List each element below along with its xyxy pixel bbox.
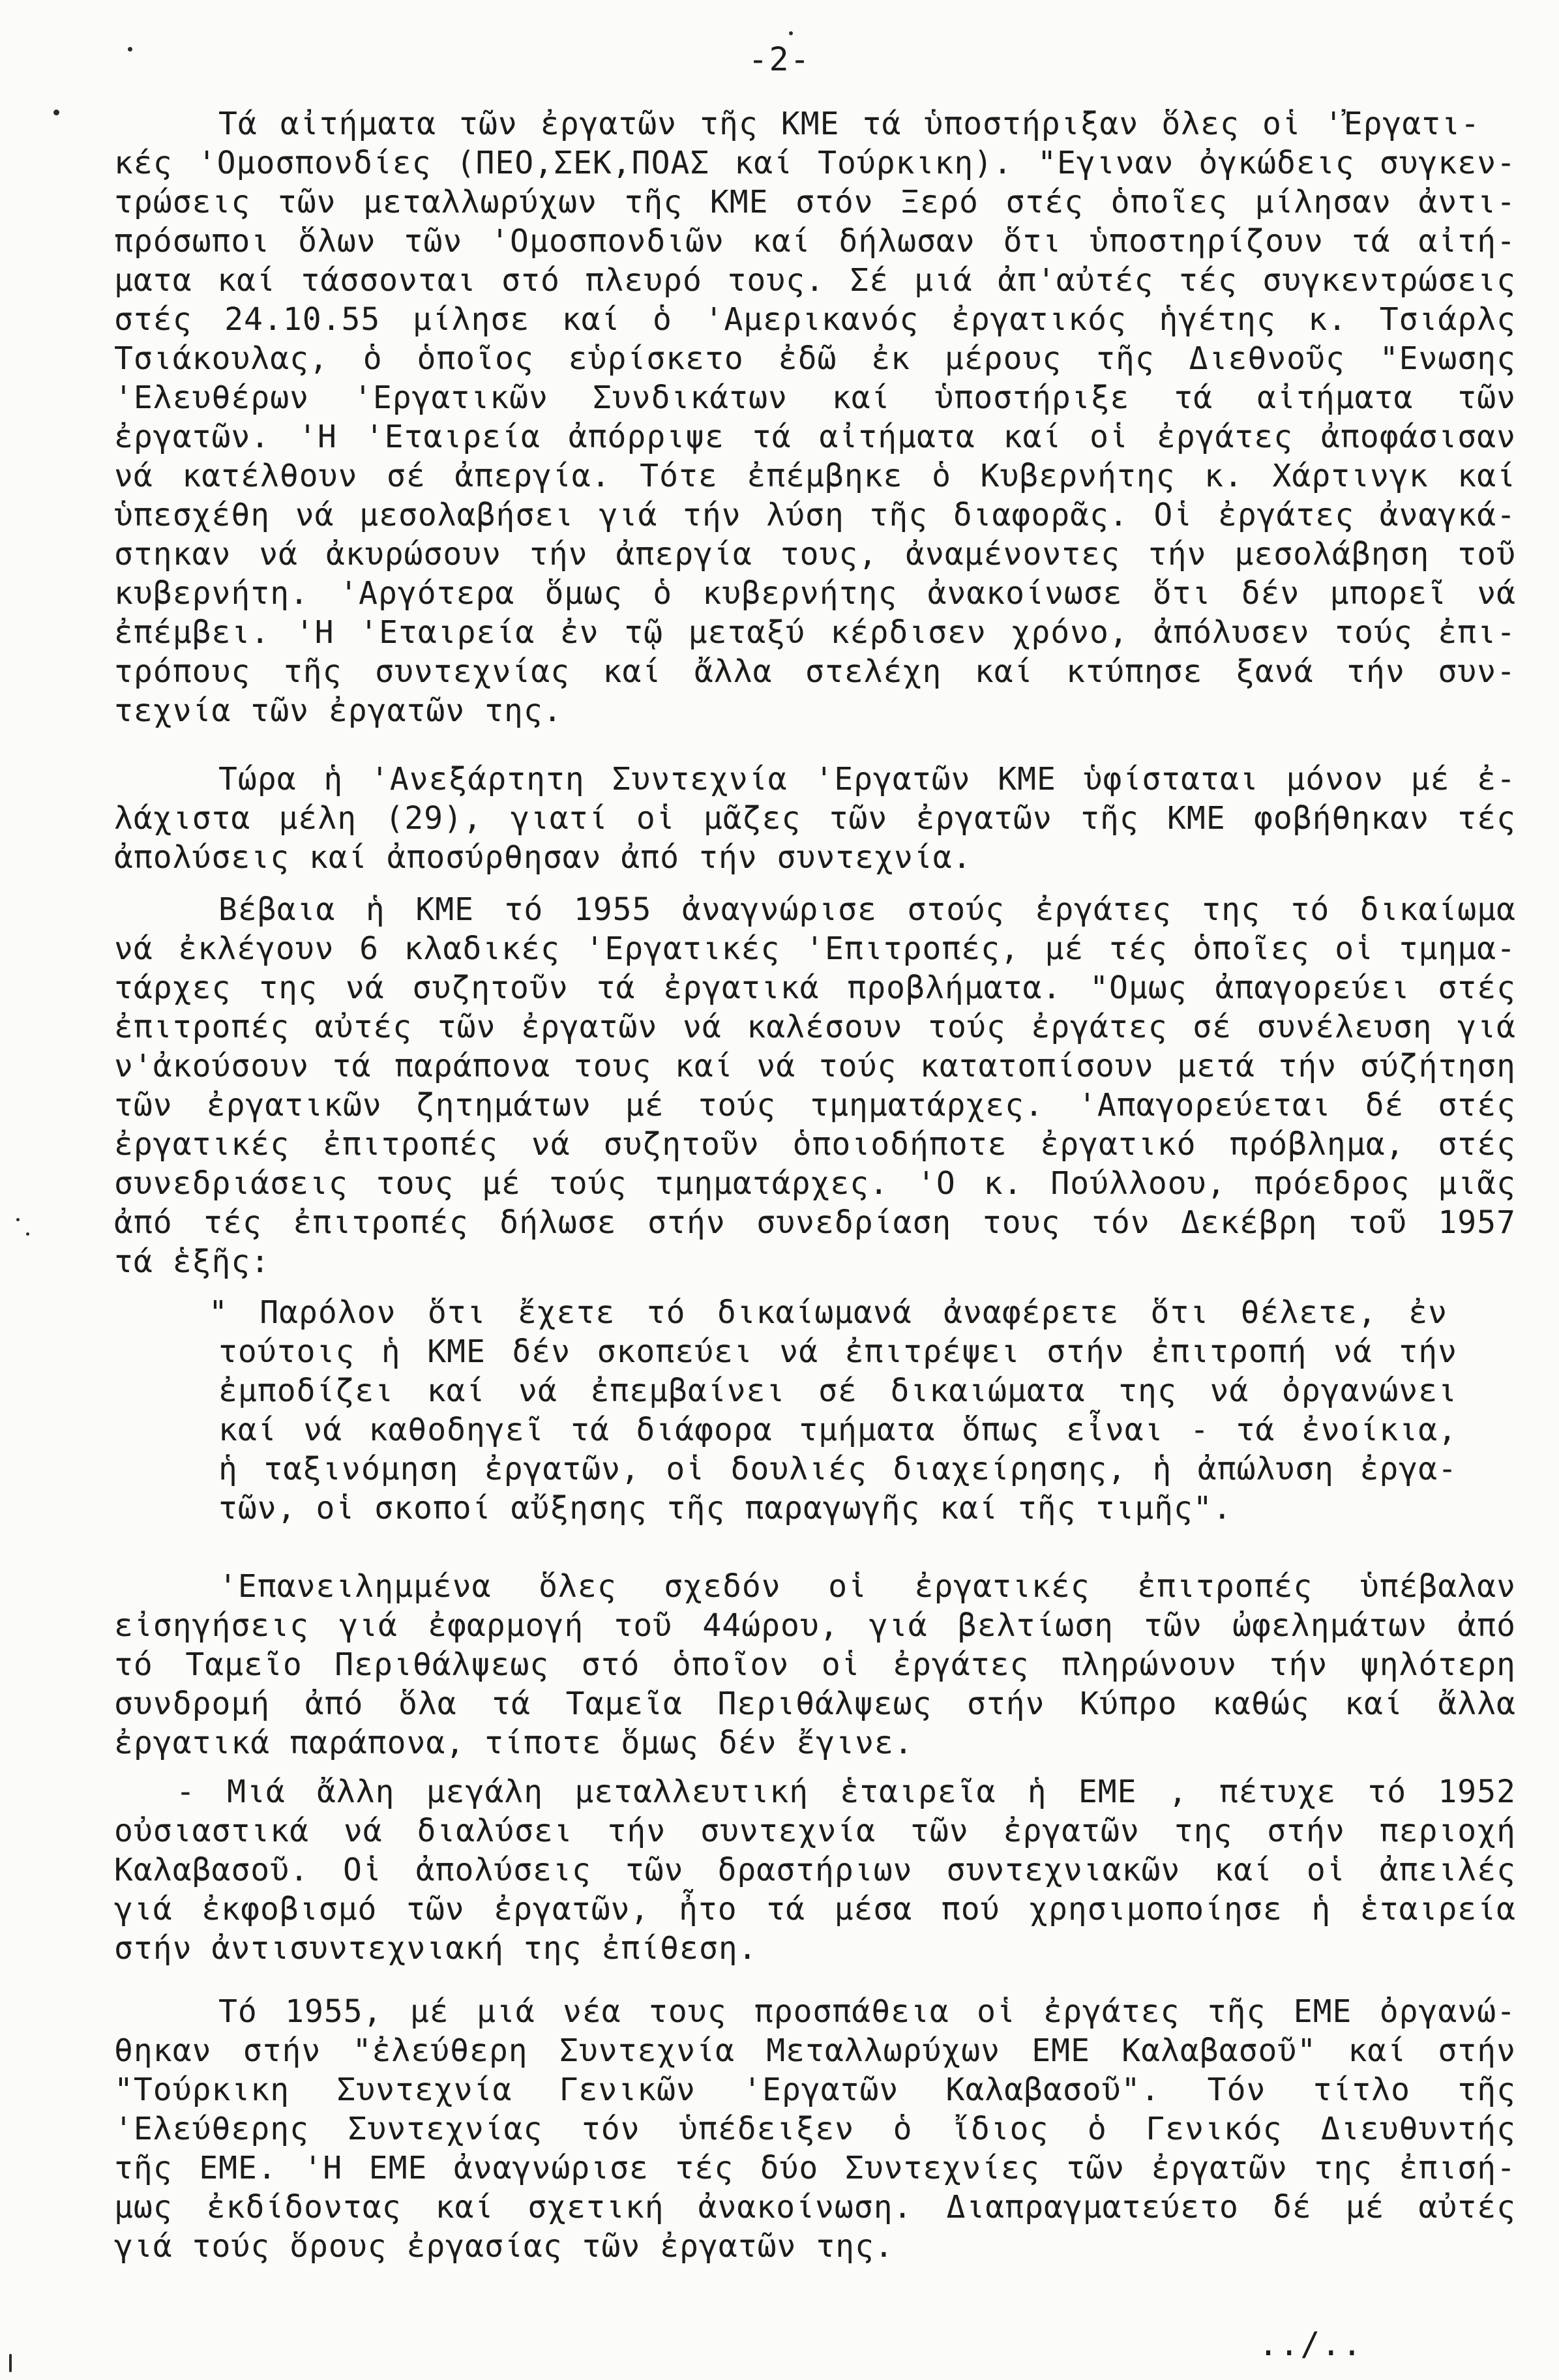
paragraph-line: Τσιάκουλας, ὁ ὁποῖος εὑρίσκετο ἐδῶ ἐκ μέρους τῆς Διεθνοῦς "Ενωσης [114,340,1516,377]
paragraph-line: κυβερνήτη. 'Αργότερα ὅμως ὁ κυβερνήτης ἀνακοίνωσε ὅτι δέν μπορεῖ νά [114,575,1516,612]
paragraph-line: νά ἐκλέγουν 6 κλαδικές 'Εργατικές 'Επιτροπές, μέ τές ὁποῖες οἱ τμημα- [114,930,1516,967]
quote-line: ἐμποδίζει καί νά ἐπεμβαίνει σέ δικαιώματα της νά ὀργανώνει [218,1373,1457,1409]
page-number: -2- [748,40,811,78]
paragraph-line: θηκαν στήν "ἐλεύθερη Συντεχνία Μεταλλωρύχων ΕΜΕ Καλαβασοῦ" καί στήν [114,2032,1516,2069]
paragraph-line: ἀπολύσεις καί ἀποσύρθησαν ἀπό τήν συντεχνία. [114,839,972,876]
scan-speck [789,31,793,35]
paragraph-line: Τά αἰτήματα τῶν ἐργατῶν τῆς ΚΜΕ τά ὑποστήριξαν ὅλες οἱ 'Ἐργατι- [218,106,1480,142]
quote-line: τούτοις ἡ ΚΜΕ δέν σκοπεύει νά ἐπιτρέψει στήν ἐπιτροπή νά τήν [218,1333,1457,1370]
paragraph-line: τεχνία τῶν ἐργατῶν της. [114,692,563,729]
paragraph-line: 'Ελευθέρων 'Εργατικῶν Συνδικάτων καί ὑποστήριξε τά αἰτήματα τῶν [114,379,1516,416]
quote-line: " Παρόλον ὅτι ἔχετε τό δικαίωμανά ἀναφέρετε ὅτι θέλετε, ἐν [209,1294,1448,1331]
paragraph-line: Τώρα ἡ 'Ανεξάρτητη Συντεχνία 'Εργατῶν ΚΜΕ ὑφίσταται μόνον μέ ἐ- [218,761,1516,797]
paragraph-line: γιά ἐκφοβισμό τῶν ἐργατῶν, ἦτο τά μέσα πού χρησιμοποίησε ἡ ἑταιρεία [114,1891,1516,1927]
paragraph-line: τό Ταμεῖο Περιθάλψεως στό ὁποῖον οἱ ἐργάτες πληρώνουν τήν ψηλότερη [114,1646,1516,1683]
paragraph-line: 'Επανειλημμένα ὅλες σχεδόν οἱ ἐργατικές ἐπιτροπές ὑπέβαλαν [218,1568,1516,1605]
quote-line: ἡ ταξινόμηση ἐργατῶν, οἱ δουλιές διαχείρησης, ἡ ἀπώλυση ἐργα- [218,1451,1457,1487]
paragraph-line: τῆς ΕΜΕ. 'Η ΕΜΕ ἀναγνώρισε τές δύο Συντεχνίες τῶν ἐργατῶν της ἐπισή- [114,2150,1516,2186]
scan-speck [53,110,59,115]
paragraph-line: Τό 1955, μέ μιά νέα τους προσπάθεια οἱ ἐργάτες τῆς ΕΜΕ ὀργανώ- [218,1993,1516,2030]
paragraph-line: Βέβαια ἡ ΚΜΕ τό 1955 ἀναγνώρισε στούς ἐργάτες της τό δικαίωμα [218,891,1516,928]
paragraph-line: εἰσηγήσεις γιά ἐφαρμογή τοῦ 44ώρου, γιά βελτίωση τῶν ὠφελημάτων ἀπό [114,1607,1516,1644]
scan-speck [26,1232,29,1236]
paragraph-line: συνεδριάσεις τους μέ τούς τμηματάρχες. 'Ο κ. Πούλλοου, πρόεδρος μιᾶς [114,1165,1516,1202]
paragraph-line: λάχιστα μέλη (29), γιατί οἱ μᾶζες τῶν ἐργατῶν τῆς ΚΜΕ φοβήθηκαν τές [114,800,1516,837]
paragraph-line: 'Ελεύθερης Συντεχνίας τόν ὑπέδειξεν ὁ ἴδιος ὁ Γενικός Διευθυντής [114,2111,1516,2147]
paragraph-line: τρώσεις τῶν μεταλλωρύχων τῆς ΚΜΕ στόν Ξερό στές ὁποῖες μίλησαν ἀντι- [114,184,1516,220]
paragraph-line: μως ἐκδίδοντας καί σχετική ἀνακοίνωση. Διαπραγματεύετο δέ μέ αὐτές [114,2189,1516,2225]
paragraph-line: στές 24.10.55 μίλησε καί ὁ 'Αμερικανός ἐργατικός ἡγέτης κ. Τσιάρλς [114,301,1516,338]
paragraph-line: τῶν ἐργατικῶν ζητημάτων μέ τούς τμηματάρχες. 'Απαγορεύεται δέ στές [114,1087,1516,1123]
scan-speck [9,2354,12,2372]
paragraph-line: ματα καί τάσσονται στό πλευρό τους. Σέ μιά ἀπ'αὐτές τές συγκεντρώσεις [114,262,1516,299]
paragraph-line: - Μιά ἄλλη μεγάλη μεταλλευτική ἑταιρεῖα ἡ ΕΜΕ , πέτυχε τό 1952 [176,1774,1516,1810]
paragraph-line: Καλαβασοῦ. Οἱ ἀπολύσεις τῶν δραστήριων συντεχνιακῶν καί οἱ ἀπειλές [114,1852,1516,1888]
scan-speck [128,47,132,52]
quote-line: τῶν, οἱ σκοποί αὔξησης τῆς παραγωγῆς καί τῆς τιμῆς". [218,1490,1232,1526]
paragraph-line: ν'ἀκούσουν τά παράπονα τους καί νά τούς κατατοπίσουν μετά τήν σύζήτηση [114,1048,1516,1084]
paragraph-line: στηκαν νά ἀκυρώσουν τήν ἀπεργία τους, ἀναμένοντες τήν μεσολάβηση τοῦ [114,536,1516,573]
paragraph-line: τά ἑξῆς: [114,1243,271,1280]
paragraph-line: ἐργατικές ἐπιτροπές νά συζητοῦν ὁποιοδήποτε ἐργατικό πρόβλημα, στές [114,1126,1516,1163]
paragraph-line: ἐργατικά παράπονα, τίποτε ὅμως δέν ἔγινε. [114,1725,913,1761]
paragraph-line: συνδρομή ἀπό ὅλα τά Ταμεῖα Περιθάλψεως στήν Κύπρο καθώς καί ἄλλα [114,1686,1516,1722]
continuation-mark: ../.. [1258,2325,1363,2363]
paragraph-line: ὑπεσχέθη νά μεσολαβήσει γιά τήν λύση τῆς διαφορᾶς. Οἱ ἐργάτες ἀναγκά- [114,497,1516,533]
paragraph-line: ἐπιτροπές αὐτές τῶν ἐργατῶν νά καλέσουν τούς ἐργάτες σέ συνέλευση γιά [114,1009,1516,1045]
paragraph-line: τάρχες της νά συζητοῦν τά ἐργατικά προβλήματα. "Ομως ἀπαγορεύει στές [114,970,1516,1006]
paragraph-line: νά κατέλθουν σέ ἀπεργία. Τότε ἐπέμβηκε ὁ Κυβερνήτης κ. Χάρτινγκ καί [114,458,1516,494]
paragraph-line: ἐργατῶν. 'Η 'Εταιρεία ἀπόρριψε τά αἰτήματα καί οἱ ἐργάτες ἀποφάσισαν [114,419,1516,455]
paragraph-line: τρόπους τῆς συντεχνίας καί ἄλλα στελέχη καί κτύπησε ξανά τήν συν- [114,653,1516,690]
quote-line: καί νά καθοδηγεῖ τά διάφορα τμήματα ὅπως εἶναι - τά ἐνοίκια, [218,1412,1457,1448]
paragraph-line: ἐπέμβει. 'Η 'Εταιρεία ἐν τῷ μεταξύ κέρδισεν χρόνο, ἀπόλυσεν τούς ἐπι- [114,614,1516,651]
paragraph-line: κές 'Ομοσπονδίες (ΠΕΟ,ΣΕΚ,ΠΟΑΣ καί Τούρκικη). "Εγιναν ὀγκώδεις συγκεν- [114,145,1516,181]
paragraph-line: οὐσιαστικά νά διαλύσει τήν συντεχνία τῶν ἐργατῶν της στήν περιοχή [114,1813,1516,1849]
paragraph-line: γιά τούς ὅρους ἐργασίας τῶν ἐργατῶν της. [114,2228,894,2265]
paragraph-line: "Τούρκικη Συντεχνία Γενικῶν 'Εργατῶν Καλαβασοῦ". Τόν τίτλο τῆς [114,2072,1516,2108]
paragraph-line: ἀπό τές ἐπιτροπές δήλωσε στήν συνεδρίαση τους τόν Δεκέβρη τοῦ 1957 [114,1204,1516,1241]
scan-speck [16,1218,20,1221]
paragraph-line: στήν ἀντισυντεχνιακή της ἐπίθεση. [114,1930,758,1967]
paragraph-line: πρόσωποι ὅλων τῶν 'Ομοσπονδιῶν καί δήλωσαν ὅτι ὑποστηρίζουν τά αἰτή- [114,223,1516,260]
